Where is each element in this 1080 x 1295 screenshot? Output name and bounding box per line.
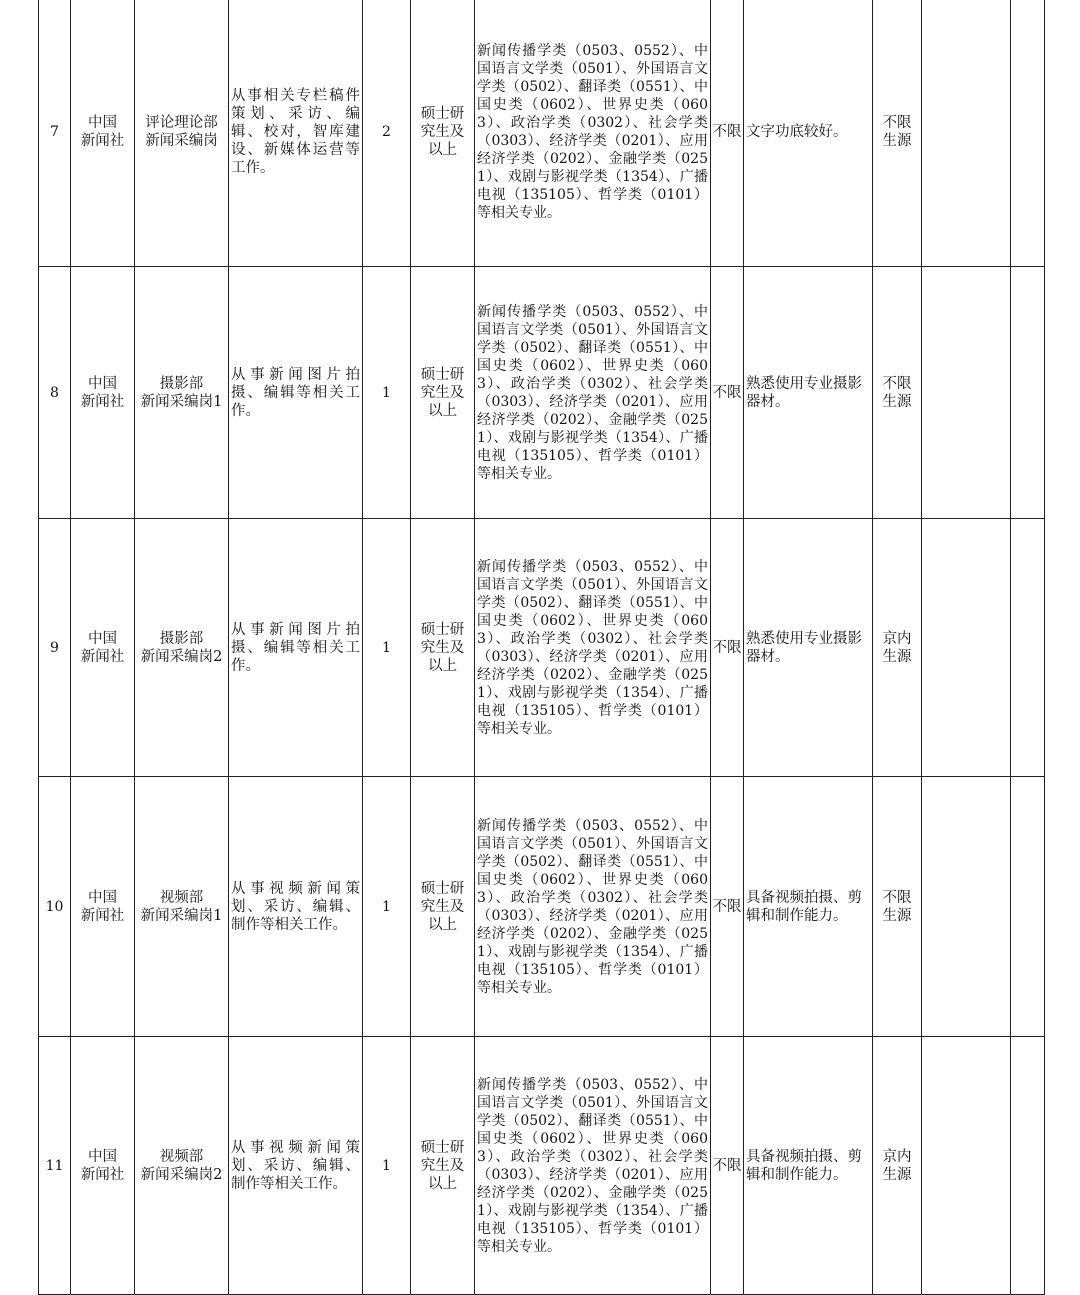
position-line: 视频部 <box>159 1148 204 1165</box>
education-line: 以上 <box>428 916 457 933</box>
table-row <box>39 267 1045 519</box>
count-cell: 2 <box>363 0 411 267</box>
source-line: 不限 <box>882 115 912 131</box>
unit-cell <box>71 777 135 1037</box>
row-number-cell: 10 <box>39 777 71 1037</box>
other-requirement-cell: 文字功底较好。 <box>744 0 873 267</box>
education-line: 硕士研 <box>420 1139 465 1156</box>
education-line: 究生及 <box>420 1157 465 1174</box>
source-line: 京内 <box>882 630 912 647</box>
source-cell <box>873 267 922 519</box>
unit-line: 中国 <box>88 889 117 906</box>
row-number-cell: 8 <box>39 267 71 519</box>
politics-cell: 不限 <box>711 0 744 267</box>
empty-cell <box>1011 1037 1045 1295</box>
source-cell <box>873 519 922 777</box>
source-cell <box>873 1037 922 1295</box>
other-requirement-cell: 具备视频拍摄、剪辑和制作能力。 <box>744 777 873 1037</box>
major-cell: 新闻传播学类（0503、0552）、中国语言文学类（0501）、外国语言文学类（0502）、翻译类（0551）、中国史类（0602）、世界史类（0603）、政治学类（0302）、社会学类（0303）、经济学类（0201）、应用经济学类（0202）、金融学类（0251）、戏剧与影视学类（1354）、广播电视（135105）、哲学类（0101）等相关专业。 <box>475 1037 711 1295</box>
politics-cell: 不限 <box>711 267 744 519</box>
empty-cell <box>922 519 1011 777</box>
education-cell <box>411 0 475 267</box>
source-line: 生源 <box>882 907 912 924</box>
empty-cell <box>1011 777 1045 1037</box>
position-line: 摄影部 <box>159 375 204 392</box>
duty-cell: 从事视频新闻策划、采访、编辑、制作等相关工作。 <box>229 1037 363 1295</box>
empty-cell <box>922 1037 1011 1295</box>
empty-cell <box>922 0 1011 267</box>
position-line: 摄影部 <box>159 630 204 647</box>
unit-line: 新闻社 <box>80 907 125 924</box>
empty-cell <box>1011 267 1045 519</box>
count-cell: 1 <box>363 519 411 777</box>
position-line: 新闻采编岗2 <box>140 648 223 665</box>
unit-line: 新闻社 <box>80 393 125 410</box>
unit-line: 中国 <box>88 115 117 131</box>
source-cell <box>873 777 922 1037</box>
position-cell <box>135 777 229 1037</box>
unit-line: 新闻社 <box>80 648 125 665</box>
education-cell <box>411 267 475 519</box>
education-line: 硕士研 <box>420 106 465 122</box>
education-line: 究生及 <box>420 124 465 140</box>
table-row <box>39 777 1045 1037</box>
empty-cell <box>1011 519 1045 777</box>
count-cell: 1 <box>363 267 411 519</box>
unit-cell <box>71 519 135 777</box>
unit-cell <box>71 267 135 519</box>
education-line: 究生及 <box>420 639 465 656</box>
position-line: 新闻采编岗1 <box>140 393 223 410</box>
education-line: 究生及 <box>420 898 465 915</box>
major-cell: 新闻传播学类（0503、0552）、中国语言文学类（0501）、外国语言文学类（0502）、翻译类（0551）、中国史类（0602）、世界史类（0603）、政治学类（0302）、社会学类（0303）、经济学类（0201）、应用经济学类（0202）、金融学类（0251）、戏剧与影视学类（1354）、广播电视（135105）、哲学类（0101）等相关专业。 <box>475 519 711 777</box>
position-line: 新闻采编岗 <box>145 133 218 149</box>
duty-cell: 从事视频新闻策划、采访、编辑、制作等相关工作。 <box>229 777 363 1037</box>
source-line: 京内 <box>882 1148 912 1165</box>
source-line: 生源 <box>882 1166 912 1183</box>
duty-cell: 从事新闻图片拍摄、编辑等相关工作。 <box>229 519 363 777</box>
politics-cell: 不限 <box>711 777 744 1037</box>
education-cell <box>411 1037 475 1295</box>
position-line: 评论理论部 <box>145 115 218 131</box>
education-line: 硕士研 <box>420 880 465 897</box>
position-line: 新闻采编岗1 <box>140 907 223 924</box>
row-number-cell: 7 <box>39 0 71 267</box>
education-cell <box>411 777 475 1037</box>
education-line: 以上 <box>428 142 457 158</box>
empty-cell <box>922 777 1011 1037</box>
table-row <box>39 519 1045 777</box>
empty-cell <box>922 267 1011 519</box>
politics-cell: 不限 <box>711 519 744 777</box>
duty-cell: 从事相关专栏稿件策划、采访、编辑、校对，智库建设、新媒体运营等工作。 <box>229 0 363 267</box>
source-line: 生源 <box>882 393 912 410</box>
other-requirement-cell: 熟悉使用专业摄影器材。 <box>744 519 873 777</box>
unit-line: 中国 <box>88 630 117 647</box>
education-line: 究生及 <box>420 384 465 401</box>
position-cell <box>135 519 229 777</box>
count-cell: 1 <box>363 1037 411 1295</box>
unit-line: 中国 <box>88 375 117 392</box>
unit-line: 新闻社 <box>80 133 125 149</box>
education-line: 以上 <box>428 1175 457 1192</box>
row-number-cell: 11 <box>39 1037 71 1295</box>
row-number-cell: 9 <box>39 519 71 777</box>
count-cell: 1 <box>363 777 411 1037</box>
position-cell <box>135 1037 229 1295</box>
empty-cell <box>1011 0 1045 267</box>
unit-cell <box>71 0 135 267</box>
source-line: 生源 <box>882 648 912 665</box>
major-cell: 新闻传播学类（0503、0552）、中国语言文学类（0501）、外国语言文学类（0502）、翻译类（0551）、中国史类（0602）、世界史类（0603）、政治学类（0302）、社会学类（0303）、经济学类（0201）、应用经济学类（0202）、金融学类（0251）、戏剧与影视学类（1354）、广播电视（135105）、哲学类（0101）等相关专业。 <box>475 267 711 519</box>
source-line: 不限 <box>882 889 912 906</box>
position-line: 新闻采编岗2 <box>140 1166 223 1183</box>
position-cell <box>135 0 229 267</box>
source-line: 生源 <box>882 133 912 149</box>
education-line: 硕士研 <box>420 621 465 638</box>
duty-cell: 从事新闻图片拍摄、编辑等相关工作。 <box>229 267 363 519</box>
table-row <box>39 1037 1045 1295</box>
other-requirement-cell: 具备视频拍摄、剪辑和制作能力。 <box>744 1037 873 1295</box>
unit-line: 新闻社 <box>80 1166 125 1183</box>
other-requirement-cell: 熟悉使用专业摄影器材。 <box>744 267 873 519</box>
position-cell <box>135 267 229 519</box>
education-cell <box>411 519 475 777</box>
education-line: 以上 <box>428 657 457 674</box>
unit-cell <box>71 1037 135 1295</box>
recruitment-table <box>38 0 1045 1295</box>
politics-cell: 不限 <box>711 1037 744 1295</box>
major-cell: 新闻传播学类（0503、0552）、中国语言文学类（0501）、外国语言文学类（0502）、翻译类（0551）、中国史类（0602）、世界史类（0603）、政治学类（0302）、社会学类（0303）、经济学类（0201）、应用经济学类（0202）、金融学类（0251）、戏剧与影视学类（1354）、广播电视（135105）、哲学类（0101）等相关专业。 <box>475 777 711 1037</box>
education-line: 以上 <box>428 402 457 419</box>
source-cell <box>873 0 922 267</box>
position-line: 视频部 <box>159 889 204 906</box>
table-row <box>39 0 1045 267</box>
source-line: 不限 <box>882 375 912 392</box>
education-line: 硕士研 <box>420 366 465 383</box>
unit-line: 中国 <box>88 1148 117 1165</box>
major-cell: 新闻传播学类（0503、0552）、中国语言文学类（0501）、外国语言文学类（0502）、翻译类（0551）、中国史类（0602）、世界史类（0603）、政治学类（0302）、社会学类（0303）、经济学类（0201）、应用经济学类（0202）、金融学类（0251）、戏剧与影视学类（1354）、广播电视（135105）、哲学类（0101）等相关专业。 <box>475 0 711 267</box>
